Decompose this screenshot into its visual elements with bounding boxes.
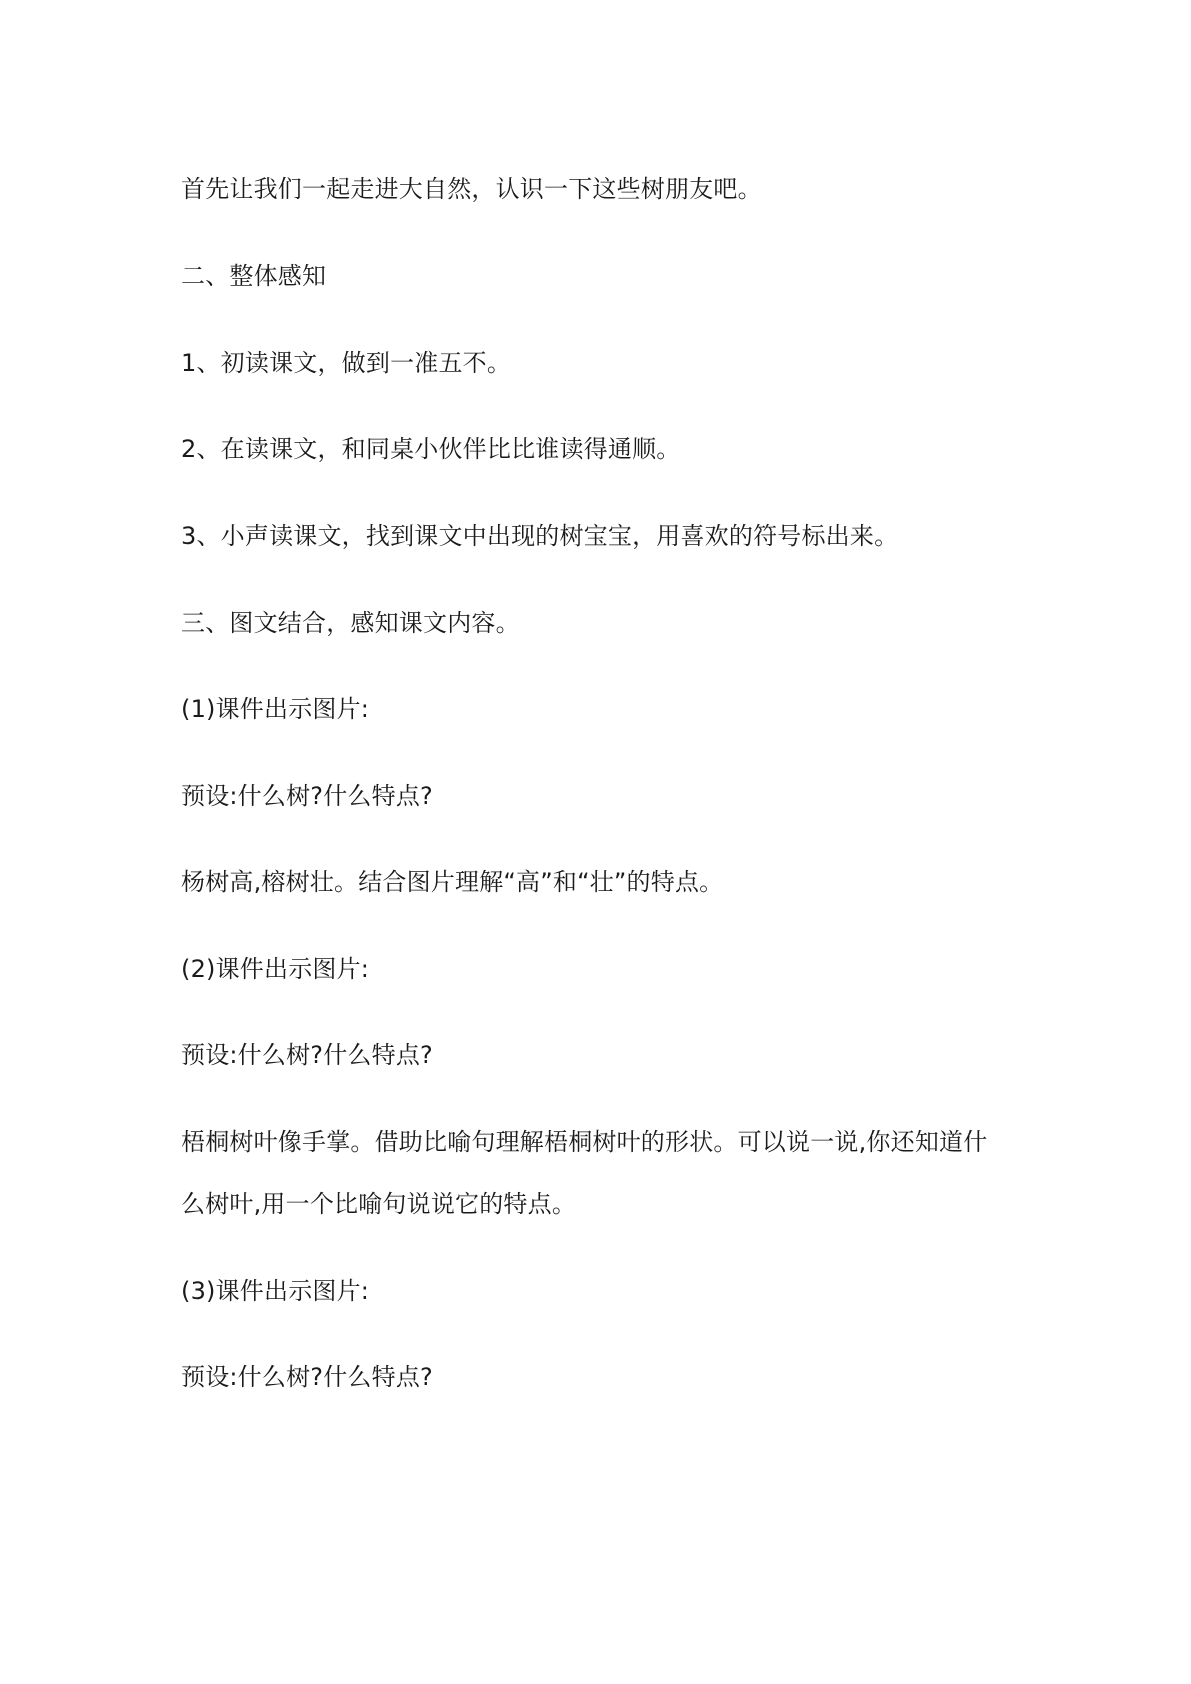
- answer-paragraph-2-line-2: 么树叶,用一个比喻句说说它的特点。: [181, 1190, 577, 1218]
- section-heading-image-text: 三、图文结合，感知课文内容。: [181, 609, 520, 637]
- step-2-paragraph: 2、在读课文，和同桌小伙伴比比谁读得通顺。: [181, 435, 681, 463]
- step-1-paragraph: 1、初读课文，做到一准五不。: [181, 349, 512, 377]
- courseware-item-2: (2)课件出示图片:: [181, 955, 370, 983]
- courseware-item-3: (3)课件出示图片:: [181, 1277, 370, 1305]
- preset-question-2: 预设:什么树?什么特点?: [181, 1041, 433, 1069]
- preset-question-1: 预设:什么树?什么特点?: [181, 782, 433, 810]
- answer-paragraph-1: 杨树高,榕树壮。结合图片理解“高”和“壮”的特点。: [181, 868, 724, 896]
- step-3-paragraph: 3、小声读课文，找到课文中出现的树宝宝，用喜欢的符号标出来。: [181, 522, 899, 550]
- intro-paragraph: 首先让我们一起走进大自然，认识一下这些树朋友吧。: [181, 175, 762, 203]
- answer-paragraph-2-line-1: 梧桐树叶像手掌。借助比喻句理解梧桐树叶的形状。可以说一说,你还知道什: [181, 1128, 988, 1156]
- preset-question-3: 预设:什么树?什么特点?: [181, 1363, 433, 1391]
- courseware-item-1: (1)课件出示图片:: [181, 695, 370, 723]
- section-heading-overall-perception: 二、整体感知: [181, 262, 327, 290]
